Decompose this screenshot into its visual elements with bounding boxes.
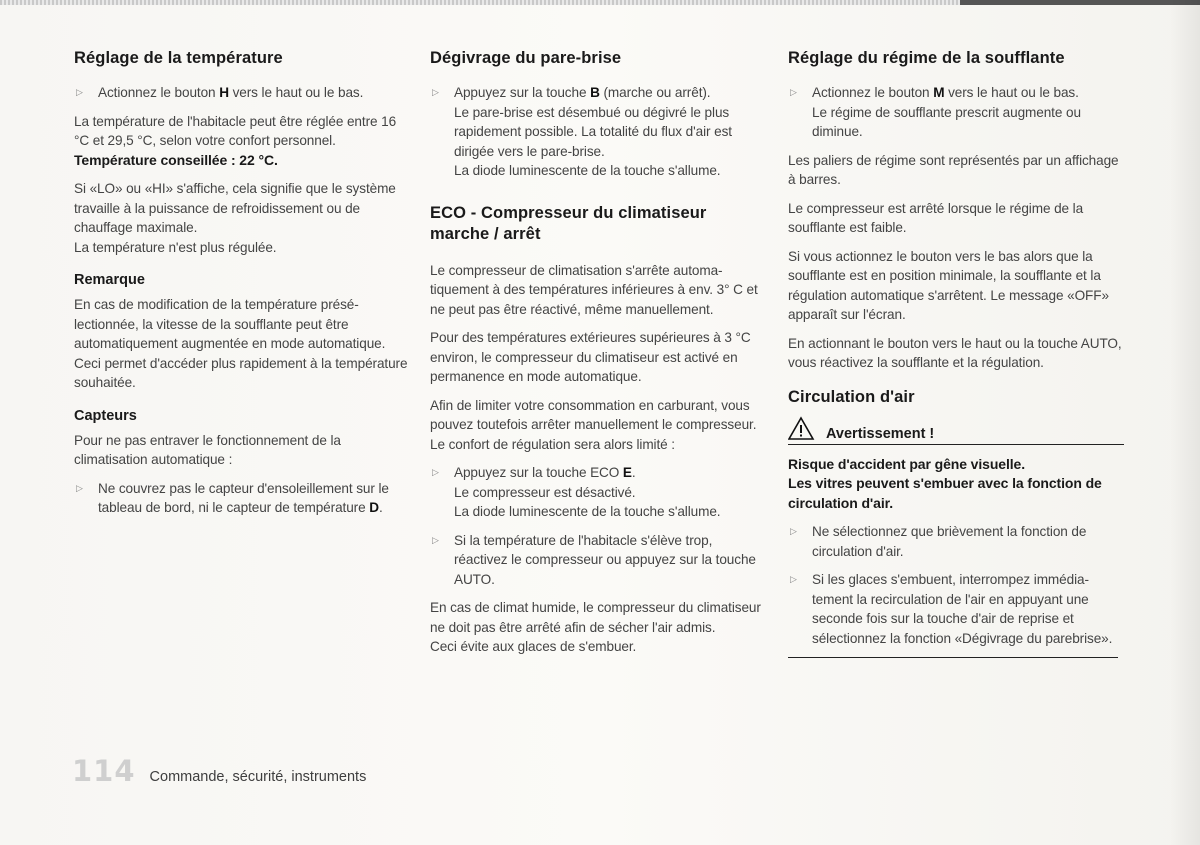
paragraph: Afin de limiter votre consommation en carburant, vous pouvez toutefois arrêter manuellement le compresseur. Le confort de régulation sera alors limité :	[430, 397, 757, 452]
paragraph: Si «LO» ou «HI» s'affiche, cela signifie que le système travaille à la puissance de refroidissement ou de chauffage maximale.	[74, 181, 396, 235]
warning-label: Avertissement !	[826, 425, 935, 442]
triangle-right-icon: ▷	[432, 467, 439, 477]
paragraph: Ceci permet d'accéder plus rapidement à la température souhaitée.	[74, 355, 408, 390]
column-defrost-eco	[430, 48, 766, 666]
paragraph: Le compresseur de climatisation s'arrête automatiquement à des températures inférieures à env. 3° C et ne peut pas être réactivé, même manuellement.	[430, 262, 758, 317]
warning-text: Les vitres peuvent s'embuer avec la fonction de circulation d'air.	[788, 475, 1102, 511]
step-item: ▷ Si la température de l'habitacle s'élève trop, réactivez le compresseur ou appuyez sur la touche AUTO.	[432, 532, 756, 587]
triangle-right-icon: ▷	[790, 87, 797, 97]
section-name: Commande, sécurité, instruments	[149, 769, 367, 785]
triangle-right-icon: ▷	[790, 526, 797, 536]
section-title-temperature: Réglage de la température	[74, 49, 283, 67]
step-item: ▷ Actionnez le bouton H vers le haut ou le bas.	[76, 85, 364, 100]
warning-header	[788, 416, 1124, 445]
warning-triangle-icon	[788, 416, 822, 442]
section-title-defrost: Dégivrage du pare-brise	[430, 49, 622, 67]
triangle-right-icon: ▷	[790, 574, 797, 584]
section-title-circulation: Circulation d'air	[788, 387, 915, 406]
paragraph: La température n'est plus régulée.	[74, 239, 277, 255]
section-title-eco: ECO - Compresseur du climatiseur marche / arrêt	[430, 203, 707, 243]
page-number: 114	[72, 754, 136, 788]
triangle-right-icon: ▷	[432, 534, 439, 545]
warning-text: Risque d'accident par gêne visuelle.	[788, 455, 1026, 472]
paragraph: Le compresseur est arrêté lorsque le régime de la soufflante est faible.	[788, 200, 1084, 235]
triangle-right-icon: ▷	[432, 87, 439, 97]
top-border	[0, 0, 1200, 5]
paragraph: En cas de climat humide, le compresseur du climatiseur ne doit pas être arrêté afin de sécher l'air admis.	[430, 600, 761, 635]
page-footer	[72, 754, 366, 788]
column-temperature	[74, 48, 410, 527]
paragraph: En cas de modification de la température présélectionnée, la vitesse de la soufflante peut être automatiquement augmentée en mode automatique.	[74, 297, 386, 351]
paragraph: Pour ne pas entraver le fonctionnement de la climatisation automatique :	[74, 432, 341, 467]
step-item: ▷ Ne sélectionnez que brièvement la fonction de circulation d'air.	[790, 524, 1087, 559]
paragraph: Ceci évite aux glaces de s'embuer.	[430, 639, 637, 654]
section-title-blower: Réglage du régime de la soufflante	[788, 49, 1065, 67]
step-item: ▷ Appuyez sur la touche B (marche ou arrêt). Le pare-brise est désembué ou dégivré le plus rapidement possible. La totalité du flux d'air est dirigée vers le pare-brise. La diode luminescente de la touche s'allume.	[432, 85, 732, 178]
step-item: ▷ Actionnez le bouton M vers le haut ou le bas. Le régime de soufflante prescrit augmente ou diminue.	[790, 85, 1081, 139]
triangle-right-icon: ▷	[76, 87, 83, 97]
step-item: ▷ Si les glaces s'embuent, interrompez immédiatement la recirculation de l'air en appuyant une seconde fois sur la touche d'air de reprise et sélectionnez la fonction «Dégivrage du parebrise».	[790, 572, 1113, 646]
subheading-remark: Remarque	[74, 272, 145, 288]
paragraph: En actionnant le bouton vers le haut ou la touche AUTO, vous réactivez la soufflante et la régulation.	[788, 335, 1122, 370]
subheading-sensors: Capteurs	[74, 407, 137, 424]
triangle-right-icon: ▷	[76, 482, 83, 493]
paragraph: Les paliers de régime sont représentés par un affichage à barres.	[788, 152, 1119, 187]
step-item: ▷ Ne couvrez pas le capteur d'ensoleillement sur le tableau de bord, ni le capteur de température D.	[76, 480, 389, 515]
warning-end-rule	[788, 657, 1118, 658]
paragraph: Pour des températures extérieures supérieures à 3 °C environ, le compresseur du climatiseur est activé en permanence en mode automatique.	[430, 330, 751, 384]
paragraph: La température de l'habitacle peut être réglée entre 16 °C et 29,5 °C, selon votre confort personnel.	[74, 113, 397, 148]
paragraph: Si vous actionnez le bouton vers le bas alors que la soufflante est en position minimale, la soufflante et la régulation automatique s'arrêtent. Le message «OFF» apparaît sur l'écran.	[788, 248, 1109, 322]
recommended-temperature: Température conseillée : 22 °C.	[74, 151, 278, 168]
step-item: ▷ Appuyez sur la touche ECO E. Le compresseur est désactivé. La diode luminescente de la touche s'allume.	[432, 465, 721, 519]
column-blower-circulation	[788, 48, 1124, 658]
